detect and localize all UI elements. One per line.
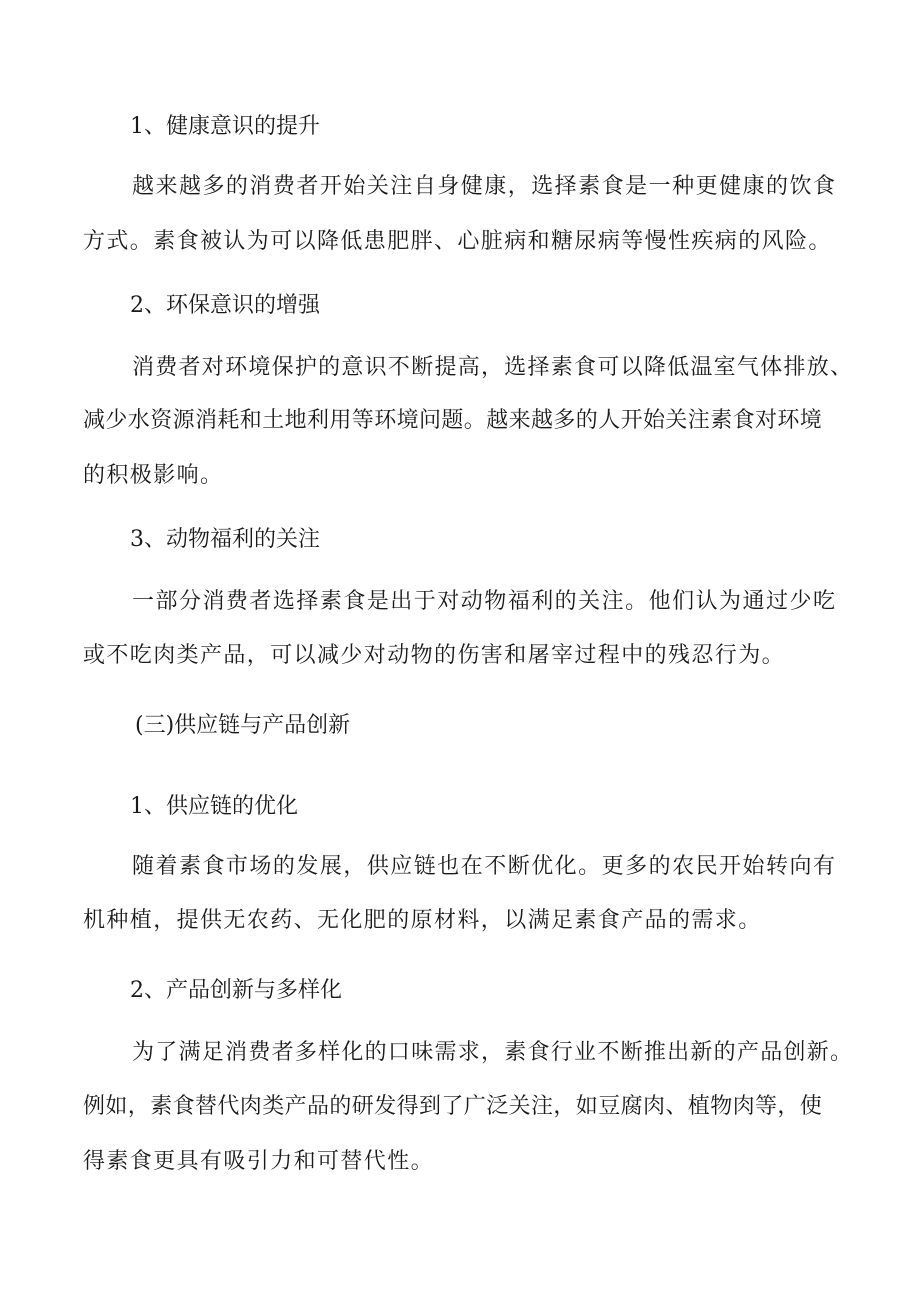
- paragraph-line: 的积极影响。: [83, 463, 224, 488]
- section-heading: 2、环保意识的增强: [130, 293, 320, 318]
- paragraph-line: 方式。素食被认为可以降低患肥胖、心脏病和糖尿病等慢性疾病的风险。: [83, 229, 832, 254]
- paragraph-line: 随着素食市场的发展，供应链也在不断优化。更多的农民开始转向有: [132, 854, 835, 879]
- paragraph-line: 或不吃肉类产品，可以减少对动物的伤害和屠宰过程中的残忍行为。: [83, 643, 786, 668]
- paragraph-line: 例如，素食替代肉类产品的研发得到了广泛关注，如豆腐肉、植物肉等，使: [83, 1094, 823, 1119]
- paragraph-line: 机种植，提供无农药、无化肥的原材料，以满足素食产品的需求。: [83, 908, 762, 933]
- section-heading: 1、健康意识的提升: [130, 114, 320, 139]
- paragraph-line: 为了满足消费者多样化的口味需求，素食行业不断推出新的产品创新。: [132, 1040, 852, 1065]
- paragraph-line: 越来越多的消费者开始关注自身健康，选择素食是一种更健康的饮食: [132, 174, 835, 199]
- paragraph-line: 一部分消费者选择素食是出于对动物福利的关注。他们认为通过少吃: [132, 589, 835, 614]
- section-heading: 1、供应链的优化: [130, 794, 298, 819]
- section-heading: 2、产品创新与多样化: [130, 978, 342, 1003]
- paragraph-line: 减少水资源消耗和土地利用等环境问题。越来越多的人开始关注素食对环境: [83, 408, 823, 433]
- subsection-heading: (三)供应链与产品创新: [135, 713, 351, 738]
- section-heading: 3、动物福利的关注: [130, 527, 320, 552]
- paragraph-line: 得素食更具有吸引力和可替代性。: [83, 1149, 435, 1174]
- paragraph-line: 消费者对环境保护的意识不断提高，选择素食可以降低温室气体排放、: [132, 355, 852, 380]
